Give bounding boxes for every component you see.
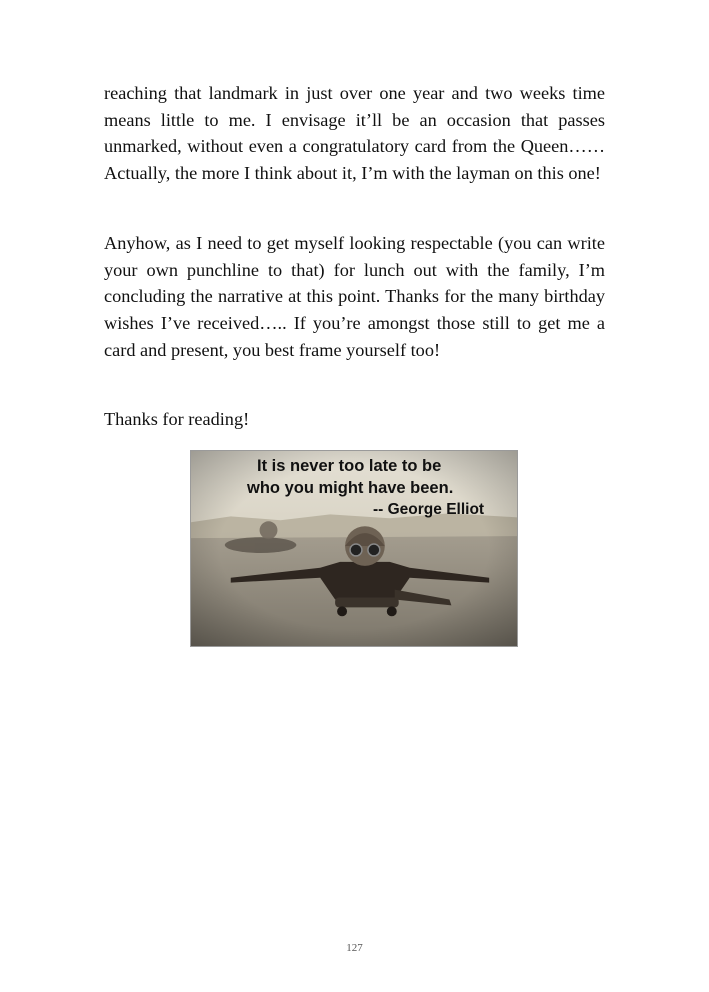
quote-attribution: -- George Elliot — [373, 501, 485, 518]
page-number: 127 — [346, 942, 363, 954]
quote-line: who you might have been. — [247, 479, 454, 497]
quote-line: It is never too late to be — [257, 457, 442, 475]
closing-line: Thanks for reading! — [104, 409, 250, 429]
body-paragraph: reaching that landmark in just over one year and two weeks time means little to me. I envisage it’ll be an occasion that passes unmarked, without even a congratulatory card from the Queen…… Actually, the more I think about it, I’m with the layman on this one! — [104, 83, 605, 184]
body-paragraph: Anyhow, as I need to get myself looking respectable (you can write your own punchline to that) for lunch out with the family, I’m concluding the narrative at this point. Thanks for the many birthday wishes I’ve received….. If you’re amongst those still to get me a card and present, you best frame yourself too! — [104, 233, 605, 360]
quote-photo — [190, 450, 518, 647]
